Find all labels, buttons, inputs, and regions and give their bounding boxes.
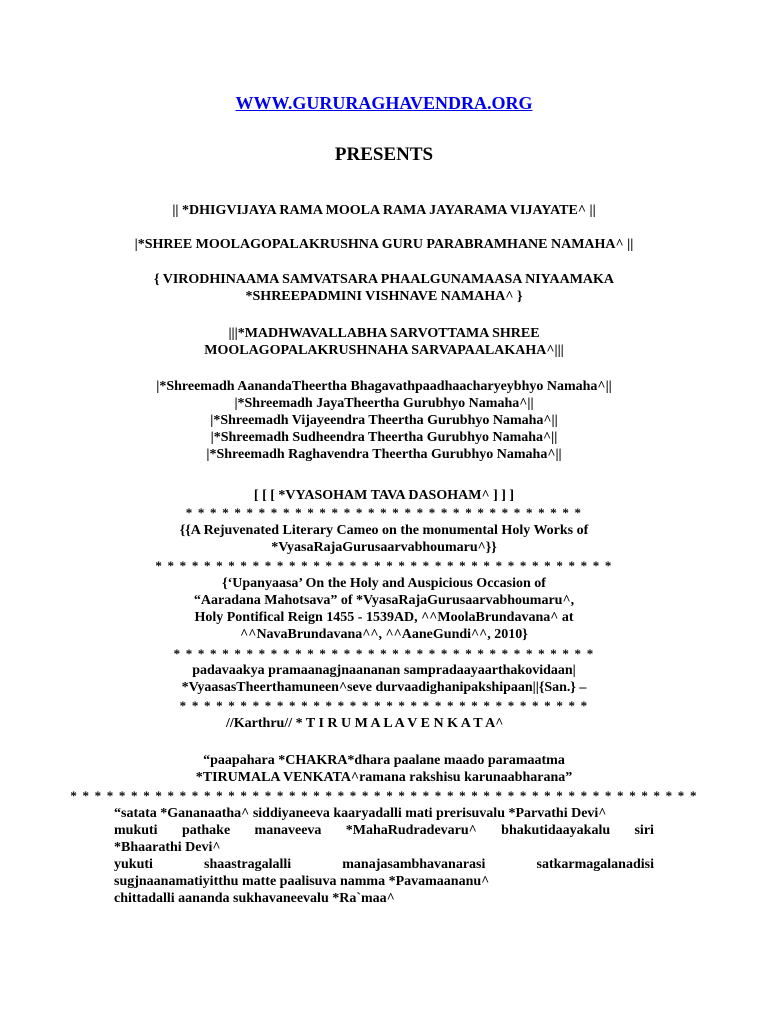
verse-line-2: [114, 822, 654, 839]
verse-word: bhakutidaayakalu: [501, 823, 611, 838]
invocation-line-2: |*SHREE MOOLAGOPALAKRUSHNA GURU PARABRAMHANE NAMAHA^ ||: [134, 237, 634, 252]
guru-line: |*Shreemadh AanandaTheertha Bhagavathpaadhaacharyeybhyo Namaha^||: [156, 379, 612, 394]
upanyaasa-line-1: {‘Upanyaasa’ On the Holy and Auspicious Occasion of: [222, 576, 546, 591]
star-divider: * * * * * * * * * * * * * * * * * * * * * * * * * * * * * * * * * * * * * *: [155, 558, 613, 573]
upanyaasa-line-4: ^^NavaBrundavana^^, ^^AaneGundi^^, 2010}: [240, 627, 528, 642]
guru-line: |*Shreemadh Vijayeendra Theertha Gurubhyo Namaha^||: [210, 413, 558, 428]
guru-line: |*Shreemadh Sudheendra Theertha Gurubhyo Namaha^||: [210, 430, 558, 445]
karthru-line: //Karthru// * T I R U M A L A V E N K A T A^: [226, 716, 504, 731]
upanyaasa-block: [0, 575, 768, 643]
verse-word: *MahaRudradevaru^: [345, 823, 477, 838]
upanyaasa-line-3: Holy Pontifical Reign 1455 - 1539AD, ^^MoolaBrundavana^ at: [194, 610, 574, 625]
verse-word: pathake: [181, 823, 231, 838]
verse-line-1: “satata *Gananaatha^ siddiyaneeva kaaryadalli mati prerisuvalu *Parvathi Devi^: [114, 806, 607, 821]
verse-line-6: chittadalli aananda sukhavaneevalu *Ra`maa^: [114, 891, 395, 906]
invocation-line-4a: |||*MADHWAVALLABHA SARVOTTAMA SHREE: [228, 326, 540, 341]
verse-word: satkarmagalanadisi: [536, 857, 654, 872]
upanyaasa-line-2: “Aaradana Mahotsava” of *VyasaRajaGurusaarvabhoumaru^,: [193, 593, 575, 608]
sloka-line-2: *VyaasasTheerthamuneen^seve durvaadighanipakshipaan||{San.} –: [181, 680, 587, 695]
invocation-block-3: [0, 271, 768, 305]
verse-word: manajasambhavanarasi: [342, 857, 486, 872]
guru-line: |*Shreemadh JayaTheertha Gurubhyo Namaha^||: [234, 396, 534, 411]
verse-line-3: *Bhaarathi Devi^: [114, 840, 221, 855]
song-line-2: *TIRUMALA VENKATA^ramana rakshisu karunaabharana”: [195, 770, 573, 785]
star-divider: * * * * * * * * * * * * * * * * * * * * * * * * * * * * * * * * * * *: [173, 646, 595, 661]
verse-word: shaastragalalli: [204, 857, 292, 872]
verse-word: mukuti: [114, 823, 158, 838]
invocation-line-1: || *DHIGVIJAYA RAMA MOOLA RAMA JAYARAMA VIJAYATE^ ||: [172, 203, 596, 218]
verse-block: [114, 805, 654, 907]
site-header: [0, 92, 768, 114]
vyasoham-line: [ [ [ *VYASOHAM TAVA DASOHAM^ ] ] ]: [253, 488, 515, 503]
verse-line-5: sugjnaanamatiyitthu matte paalisuva namma *Pavamaananu^: [114, 874, 490, 889]
cameo-line-1: {{A Rejuvenated Literary Cameo on the monumental Holy Works of: [179, 523, 589, 538]
invocation-line-4b: MOOLAGOPALAKRUSHNAHA SARVAPAALAKAHA^|||: [204, 343, 564, 358]
song-line-1: “paapahara *CHAKRA*dhara paalane maado paramaatma: [203, 753, 565, 768]
invocation-block-4: [0, 325, 768, 359]
cameo-block: [0, 522, 768, 556]
sloka-line-1: padavaakya pramaanagjnaananan sampradaayaarthakovidaan|: [192, 663, 576, 678]
sloka-block: [0, 662, 768, 696]
invocation-line-3a: { VIRODHINAAMA SAMVATSARA PHAALGUNAMAASA NIYAAMAKA: [153, 272, 615, 287]
verse-word: manaveeva: [254, 823, 322, 838]
verse-line-4: [114, 856, 654, 873]
guru-line: |*Shreemadh Raghavendra Theertha Gurubhyo Namaha^||: [206, 447, 562, 462]
star-divider: * * * * * * * * * * * * * * * * * * * * * * * * * * * * * * * * *: [185, 505, 583, 520]
cameo-line-2: *VyasaRajaGurusaarvabhoumaru^}}: [271, 540, 497, 555]
presents-heading: PRESENTS: [334, 144, 434, 165]
guru-list: [0, 378, 768, 463]
star-divider: * * * * * * * * * * * * * * * * * * * * * * * * * * * * * * * * * *: [179, 698, 589, 713]
song-block: [0, 752, 768, 786]
website-link[interactable]: WWW.GURURAGHAVENDRA.ORG: [235, 93, 533, 113]
invocation-line-3b: *SHREEPADMINI VISHNAVE NAMAHA^ }: [245, 289, 523, 304]
star-divider: * * * * * * * * * * * * * * * * * * * * * * * * * * * * * * * * * * * * * * * * * * * * * * * * * * * *: [70, 788, 698, 803]
verse-word: yukuti: [114, 857, 153, 872]
verse-word: siri: [634, 823, 654, 838]
